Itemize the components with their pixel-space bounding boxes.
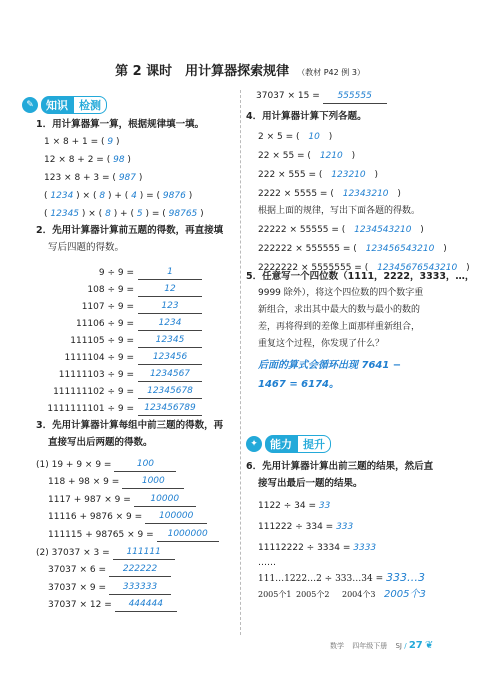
q3-row [36, 472, 236, 490]
q4-close: ) [374, 170, 378, 180]
q4-expr: 2222 × 5555 = ( [258, 189, 334, 199]
q4-rows [246, 131, 476, 201]
q2-row [36, 382, 216, 399]
lesson-title: 第 2 课时 用计算器探索规律 [115, 64, 290, 79]
q4-close: ) [397, 189, 401, 199]
q3-answer: 100000 [145, 510, 207, 524]
question-1 [36, 116, 236, 221]
q3-row [36, 577, 236, 595]
q2-expr: 111105 ÷ 9 = [70, 336, 134, 346]
q4-answer: 12345676543210 [374, 263, 461, 273]
tag-label-b: 检测 [73, 96, 107, 114]
q2-answer: 123 [138, 300, 202, 314]
q4-expr: 2222222 × 5555555 = ( [258, 263, 369, 273]
question-4 [246, 108, 476, 275]
q4-row [258, 243, 476, 256]
q6-expr: 1122 ÷ 34 = [258, 501, 319, 511]
q6-dots: …… [258, 558, 276, 568]
q1-row: 1 × 8 + 1 = ( 9 ) [44, 137, 120, 147]
q4-row [258, 224, 476, 237]
q4-expr: 222 × 555 = ( [258, 170, 323, 180]
question-6 [246, 458, 476, 570]
q4-close: ) [420, 225, 424, 235]
q2-title: 2．先用计算器计算前五题的得数，再直接填 [36, 225, 224, 236]
q3-title-2: 直接写出后两题的得数。 [48, 437, 153, 448]
q4-close: ) [351, 151, 356, 161]
q3-expr: 37037 × 12 = [48, 600, 112, 610]
q2-row [36, 348, 216, 365]
q2-row [36, 280, 216, 297]
q3-row-continued: 37037 × 15 = 555555 [256, 90, 387, 104]
q5-answer: 后面的算式会循环出现 7641 − [258, 360, 402, 371]
q3-title: 3．先用计算器计算每组中前三题的得数，再 [36, 420, 224, 431]
q4-close: ) [328, 132, 333, 142]
q2-answer: 12 [138, 283, 202, 297]
q4-row [258, 169, 476, 182]
q3-row [36, 507, 236, 525]
q5-line: 差，再将得到的差像上面那样重新组合， [258, 322, 421, 332]
brace-label: 2005个2 [296, 590, 330, 599]
q4-row [258, 131, 476, 144]
q2-expr: 11106 ÷ 9 = [75, 319, 134, 329]
footer-grade: 四年级下册 [352, 642, 388, 650]
question-3 [36, 417, 241, 451]
q2-expr: 108 ÷ 9 = [87, 285, 134, 295]
q2-expr: 1111104 ÷ 9 = [64, 353, 134, 363]
page-footer: 数学 四年级下册 SJ / 27 ❦ [330, 640, 434, 651]
textbook-ref: （教材 P42 例 3） [297, 68, 365, 77]
q2-answer: 123456789 [138, 402, 202, 416]
q4-close: ) [443, 244, 447, 254]
q2-expr: 11111103 ÷ 9 = [58, 370, 134, 380]
bulb-icon: ✦ [246, 436, 262, 452]
q2-answer: 1234567 [138, 368, 202, 382]
q2-answer: 1234 [138, 317, 202, 331]
q3-expr: 111115 + 98765 × 9 = [48, 529, 154, 540]
q2-title-2: 写后四题的得数。 [48, 242, 125, 253]
q1-row: 12 × 8 + 2 = ( 98 ) [44, 155, 131, 165]
q2-expr: 9 ÷ 9 = [98, 268, 134, 278]
q3-answer: 222222 [109, 563, 171, 577]
q4-answer: 123210 [328, 170, 369, 180]
q4-answer: 10 [305, 132, 323, 142]
q6-rows [246, 500, 476, 555]
q3-answer: 333333 [109, 581, 171, 595]
q1-row: ( 12345 ) × ( 8 ) + ( 5 ) = ( 98765 ) [44, 209, 204, 219]
q2-answer: 123456 [138, 351, 202, 365]
q2-row [36, 399, 216, 416]
q6-row [258, 521, 476, 534]
q5-answer: 1467 = 6174。 [258, 379, 340, 390]
q5-line: 重复这个过程，你发现了什么？ [258, 339, 385, 349]
q2-expr: 1107 ÷ 9 = [81, 302, 134, 312]
q6-row [258, 500, 476, 513]
q3-row [36, 524, 236, 542]
q2-row [36, 331, 216, 348]
q4-answer: 1210 [316, 151, 346, 161]
q4-row [258, 150, 476, 163]
q4-expr: 22 × 55 = ( [258, 151, 311, 161]
q3-group-1 [36, 454, 236, 542]
q6-answer: 333 [336, 522, 354, 532]
page-number: 27 [408, 640, 423, 651]
q6-answer: 3333 [353, 543, 377, 553]
footer-subject: 数学 [330, 642, 344, 650]
q3-answer: 444444 [115, 598, 177, 612]
q6-formula-answer: 333…3 [385, 571, 425, 584]
q2-answer: 12345678 [138, 385, 202, 399]
leaf-icon: ❦ [424, 640, 434, 651]
q4-answer: 1234543210 [351, 225, 415, 235]
q4-expr: 22222 × 55555 = ( [258, 225, 346, 235]
brace-label: 2005个1 [258, 590, 292, 599]
q6-row [258, 542, 476, 555]
section-tag-knowledge [22, 97, 107, 113]
tag-label-b: 提升 [297, 435, 331, 453]
q4-note: 根据上面的规律，写出下面各题的得数。 [258, 206, 421, 216]
q3-answer: 10000 [134, 493, 196, 507]
q2-answer: 1 [138, 266, 202, 280]
q2-rows [36, 263, 216, 416]
q3-expr: 37037 × 6 = [48, 565, 107, 575]
q1-title: 1．用计算器算一算，根据规律填一填。 [36, 119, 205, 130]
brace-label: 2004个3 [342, 590, 376, 599]
pencil-icon: ✎ [22, 97, 38, 113]
q3-answer: 1000000 [157, 528, 219, 542]
section-tag-ability [246, 436, 331, 452]
footer-version: SJ [395, 642, 402, 650]
q3-expr: 1117 + 987 × 9 = [48, 494, 131, 505]
q2-answer: 12345 [138, 334, 202, 348]
q1-row: ( 1234 ) × ( 8 ) + ( 4 ) = ( 9876 ) [44, 191, 193, 201]
q3-row [36, 595, 236, 613]
question-5 [246, 268, 476, 394]
q4-close: ) [466, 263, 470, 273]
q3-expr: 37037 × 9 = [48, 582, 107, 593]
q4-expr: 222222 × 555555 = ( [258, 244, 357, 254]
q3-answer: 1000 [122, 475, 184, 489]
q5-line: 9999 除外），将这个四位数的四个数字重 [258, 288, 424, 298]
q3-group-2 [36, 542, 236, 612]
q3-expr: (1) 19 + 9 × 9 = [36, 459, 112, 470]
q2-expr: 111111102 ÷ 9 = [53, 387, 134, 397]
q6-formula-expr: 111…1222…2 ÷ 333…34 = [258, 574, 384, 584]
q4-answer: 123456543210 [362, 244, 438, 254]
q6-expr: 111222 ÷ 334 = [258, 522, 337, 532]
q6-title-2: 接写出最后一题的结果。 [258, 478, 363, 489]
q4-expr: 2 × 5 = ( [258, 132, 300, 142]
q1-row: 123 × 8 + 3 = ( 987 ) [44, 173, 143, 183]
q3-answer: 100 [114, 458, 176, 472]
tag-label-a: 知识 [41, 96, 73, 114]
q4-title: 4．用计算器计算下列各题。 [246, 111, 367, 122]
question-2 [36, 222, 236, 256]
q6-formula [258, 571, 476, 600]
q5-line: 新组合，求出其中最大的数与最小的数的 [258, 305, 421, 315]
q2-row [36, 314, 216, 331]
q3-row [36, 542, 236, 560]
q3-answer: 111111 [113, 546, 175, 560]
q3-expr: 118 + 98 × 9 = [48, 477, 120, 487]
q4-answer: 12343210 [339, 189, 392, 199]
q4-row [258, 188, 476, 201]
q2-row [36, 263, 216, 280]
q5-line: 5．任意写一个四位数（1111，2222，3333，…， [246, 271, 475, 282]
q2-row [36, 365, 216, 382]
q6-expr: 11112222 ÷ 3334 = [258, 543, 354, 553]
q2-expr: 1111111101 ÷ 9 = [47, 404, 134, 414]
q2-row [36, 297, 216, 314]
brace-label-answer: 2005个3 [384, 589, 426, 600]
q3-row [36, 454, 236, 472]
q3-expr: (2) 37037 × 3 = [36, 547, 110, 558]
column-divider [240, 90, 241, 635]
q3-row [36, 560, 236, 578]
q3-expr: 11116 + 9876 × 9 = [48, 512, 143, 522]
q3-row [36, 489, 236, 507]
page-title [0, 60, 480, 79]
q6-answer: 33 [318, 501, 331, 511]
tag-label-a: 能力 [265, 435, 297, 453]
q6-title: 6．先用计算器计算出前三题的结果，然后直 [246, 461, 434, 472]
